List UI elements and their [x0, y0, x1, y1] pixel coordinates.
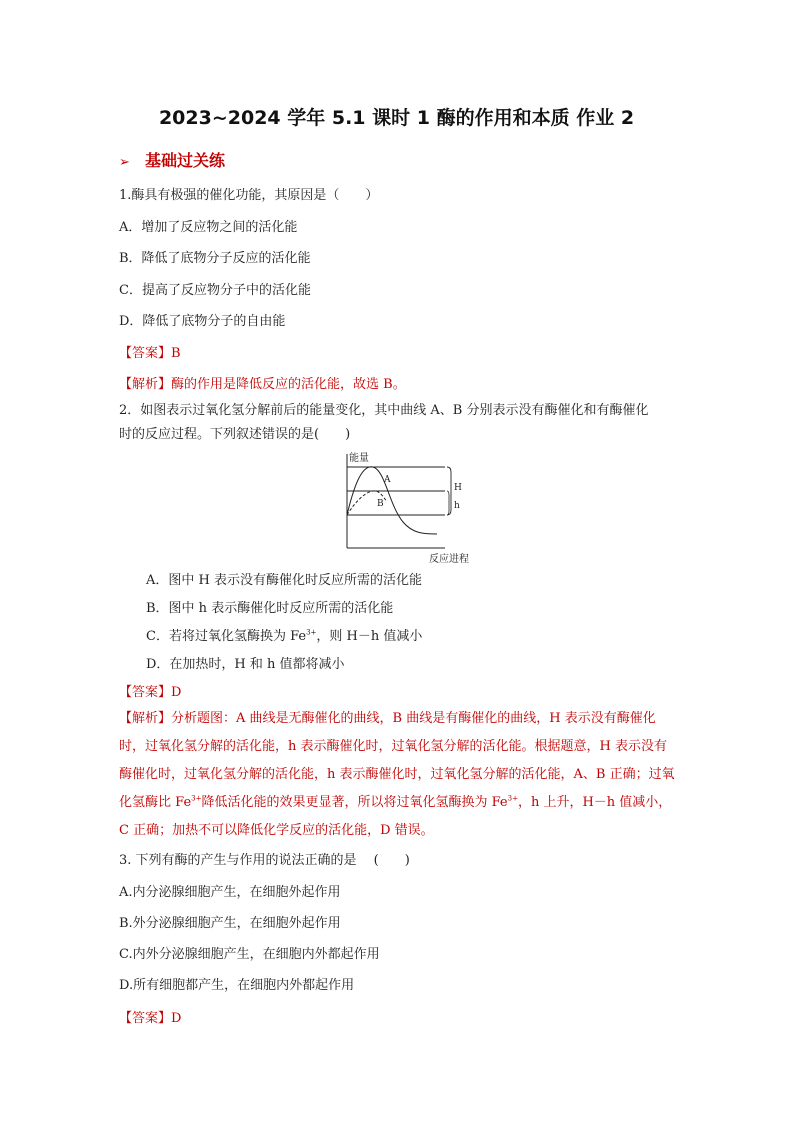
q1-option-c: C．提高了反应物分子中的活化能 — [119, 283, 311, 298]
q3-option-a: A.内分泌腺细胞产生，在细胞外起作用 — [119, 885, 341, 900]
curve-a-label: A — [384, 475, 391, 485]
section-heading — [119, 148, 225, 171]
q2-option-b: B．图中 h 表示酶催化时反应所需的活化能 — [146, 601, 394, 616]
answer-tag: 【答案】 — [119, 685, 172, 700]
analysis-text-1: 分析题图：A 曲线是无酶催化的曲线，B 曲线是有酶催化的曲线，H 表示没有酶催化时，过氧化氢分解的活化能，h 表示酶催化时，过氧化氢分解的活化能。根据题意，H 表示没有酶催化时，过氧化氢分解的活化能，h 表示酶催化时，过氧化氢分解的活化能，A、B 正确；过氧化氢酶比 Fe — [119, 711, 675, 810]
q2-option-c-text-end: ，则 H－h 值减小 — [316, 629, 423, 644]
q2-option-d: D．在加热时，H 和 h 值都将减小 — [146, 657, 345, 672]
q1-answer — [119, 345, 181, 363]
q2-option-c — [146, 628, 422, 646]
q1-option-d: D．降低了底物分子的自由能 — [119, 314, 286, 329]
q3-option-d: D.所有细胞都产生，在细胞内外都起作用 — [119, 978, 355, 993]
q2-answer — [119, 684, 181, 702]
curve-a — [347, 467, 437, 534]
analysis-tag: 【解析】 — [119, 711, 172, 726]
page-title: 2023~2024 学年 5.1 课时 1 酶的作用和本质 作业 2 — [158, 107, 635, 129]
answer-tag: 【答案】 — [119, 1011, 172, 1026]
analysis-tag: 【解析】 — [119, 377, 172, 392]
small-h-label: h — [454, 501, 460, 511]
analysis-text-2: 降低活化能的效果更显著，所以将过氧化氢酶换为 Fe — [201, 795, 508, 810]
q2-analysis — [119, 705, 675, 845]
q1-analysis — [119, 376, 406, 394]
big-h-label: H — [454, 483, 462, 493]
answer-value: B — [171, 346, 181, 361]
q2-option-a: A．图中 H 表示没有酶催化时反应所需的活化能 — [146, 573, 422, 588]
small-h-bracket — [447, 491, 449, 515]
answer-value: D — [171, 1011, 182, 1026]
analysis-sup-2: 3+ — [507, 794, 518, 803]
analysis-sup-1: 3+ — [191, 794, 202, 803]
q3-option-c: C.内外分泌腺细胞产生，在细胞内外都起作用 — [119, 947, 380, 962]
analysis-text-3: ，h 上升，H－h 值减小，C 正确；加热不可以降低化学反应的活化能，D 错误。 — [119, 795, 672, 838]
analysis-text: 酶的作用是降低反应的活化能，故选 B。 — [171, 377, 406, 392]
x-axis-label: 反应进程 — [429, 554, 469, 565]
q2-option-c-sup: 3+ — [306, 628, 317, 637]
q1-stem: 1.酶具有极强的催化功能，其原因是（ ） — [119, 188, 379, 203]
q3-stem: 3. 下列有酶的产生与作用的说法正确的是 ( ) — [119, 853, 410, 868]
answer-value: D — [171, 685, 182, 700]
q2-stem-line2: 时的反应过程。下列叙述错误的是( ) — [119, 427, 351, 442]
q3-answer — [119, 1010, 181, 1028]
q1-option-a: A．增加了反应物之间的活化能 — [119, 220, 298, 235]
answer-tag: 【答案】 — [119, 346, 172, 361]
arrow-icon: ➢ — [119, 155, 130, 170]
q3-option-b: B.外分泌腺细胞产生，在细胞外起作用 — [119, 916, 341, 931]
q1-option-b: B．降低了底物分子反应的活化能 — [119, 251, 311, 266]
section-label: 基础过关练 — [145, 151, 226, 170]
q2-option-c-text: C．若将过氧化氢酶换为 Fe — [146, 629, 307, 644]
q2-stem-line1: 2．如图表示过氧化氢分解前后的能量变化，其中曲线 A、B 分别表示没有酶催化和有酶催化 — [119, 403, 649, 418]
y-axis-label: 能量 — [349, 453, 369, 464]
curve-b-label: B — [377, 499, 384, 509]
energy-diagram — [337, 450, 477, 566]
